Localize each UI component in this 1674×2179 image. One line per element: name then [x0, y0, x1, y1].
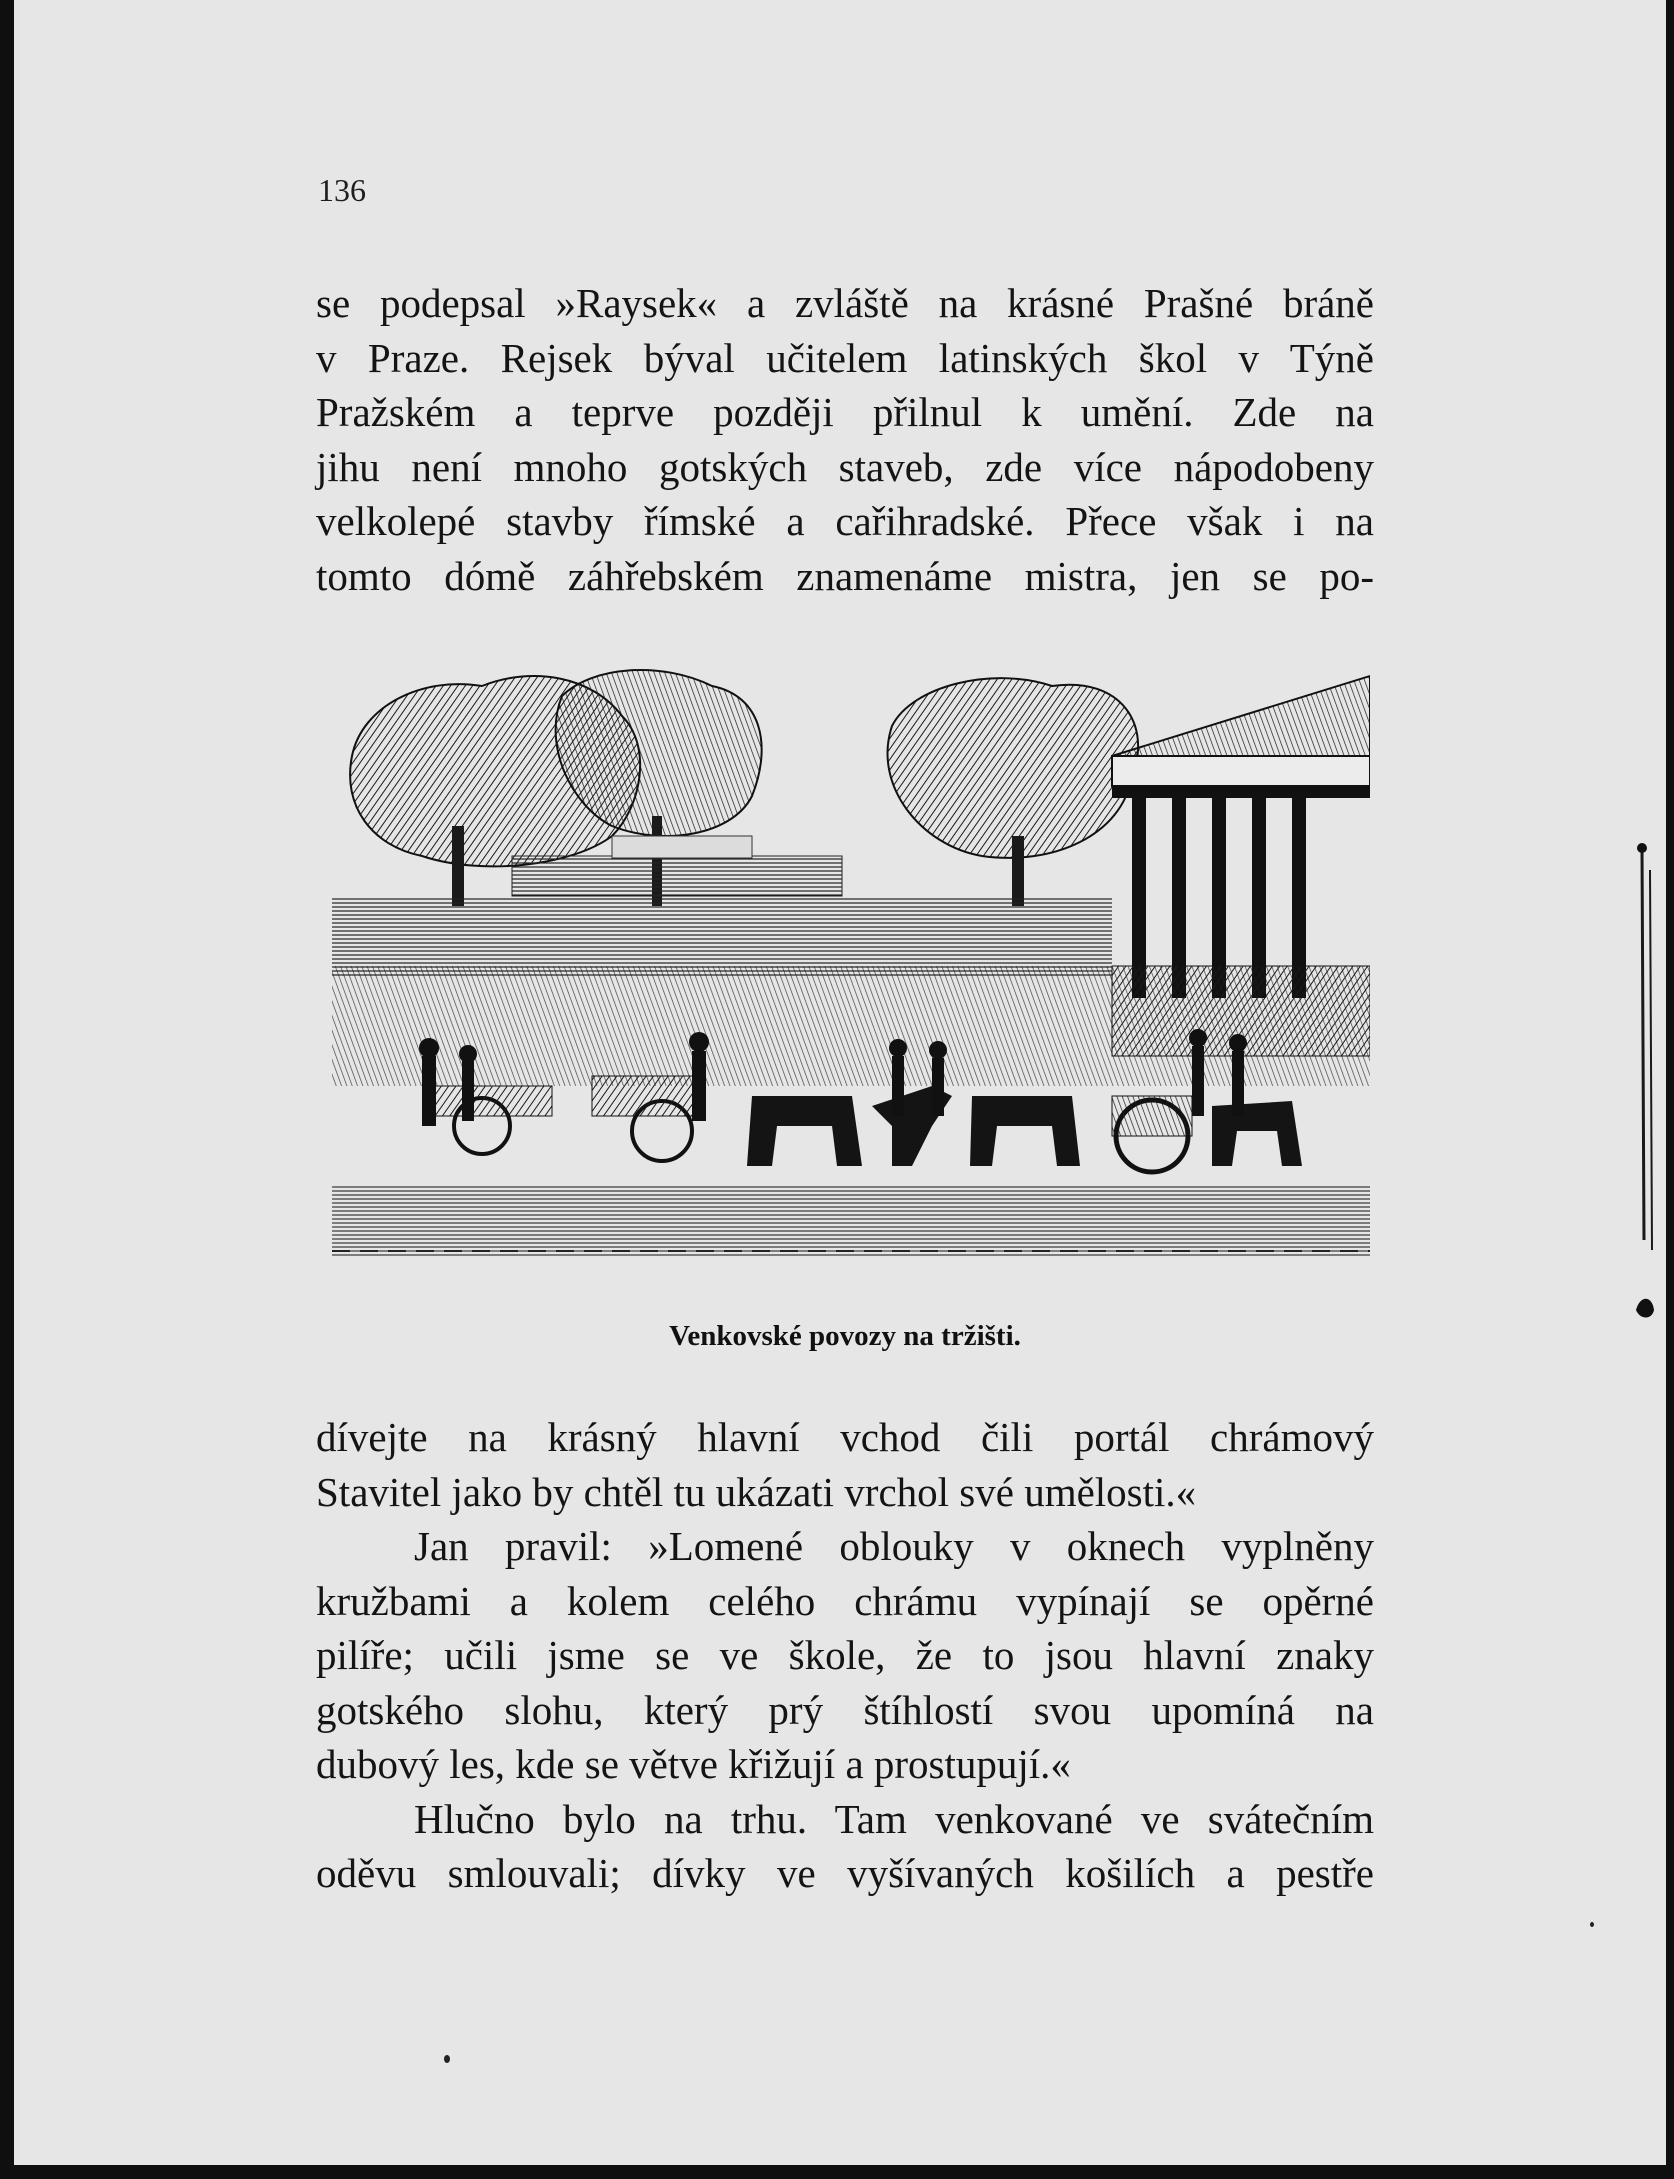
text-line: v Praze. Rejsek býval učitelem latinských škol v Týně [316, 334, 1374, 381]
paragraph-1 [316, 276, 1374, 603]
binding-edge-mark [1630, 840, 1660, 1325]
text-after-figure [316, 1410, 1374, 1901]
text-line: kružbami a kolem celého chrámu vypínají se opěrné [316, 1577, 1374, 1624]
book-page [14, 0, 1666, 2165]
figure-caption: Venkovské povozy na tržišti. [669, 1320, 1021, 1352]
text-line: Hlučno bylo na trhu. Tam venkované ve svátečním [414, 1795, 1374, 1842]
text-line: Jan pravil: »Lomené oblouky v oknech vyplněny [414, 1523, 1374, 1569]
text-line: dívejte na krásný hlavní vchod čili portál chrámový [316, 1414, 1374, 1460]
engraving-illustration [332, 666, 1370, 1306]
scan-speck [444, 2055, 450, 2063]
market-illustration [332, 666, 1370, 1306]
scan-speck [1590, 1922, 1594, 1927]
text-line: Pražském a teprve později přilnul k umění. Zde na [316, 389, 1374, 435]
text-line: Stavitel jako by chtěl tu ukázati vrchol své umělosti.« [316, 1468, 1197, 1515]
text-line: jihu není mnoho gotských staveb, zde více nápodobeny [316, 443, 1374, 490]
text-line: dubový les, kde se větve křižují a prostupují.« [316, 1741, 1071, 1787]
text-line: velkolepé stavby římské a cařihradské. Přece však i na [316, 498, 1374, 544]
page-number: 136 [318, 172, 366, 208]
text-line: se podepsal »Raysek« a zvláště na krásné Prašné bráně [316, 280, 1374, 326]
text-line: oděvu smlouvali; dívky ve vyšívaných košilích a pestře [316, 1850, 1374, 1896]
text-line: gotského slohu, který prý štíhlostí svou upomíná na [316, 1686, 1374, 1733]
text-line: tomto dómě záhřebském znamenáme mistra, jen se po- [316, 552, 1374, 599]
text-line: pilíře; učili jsme se ve škole, že to jsou hlavní znaky [316, 1632, 1374, 1678]
